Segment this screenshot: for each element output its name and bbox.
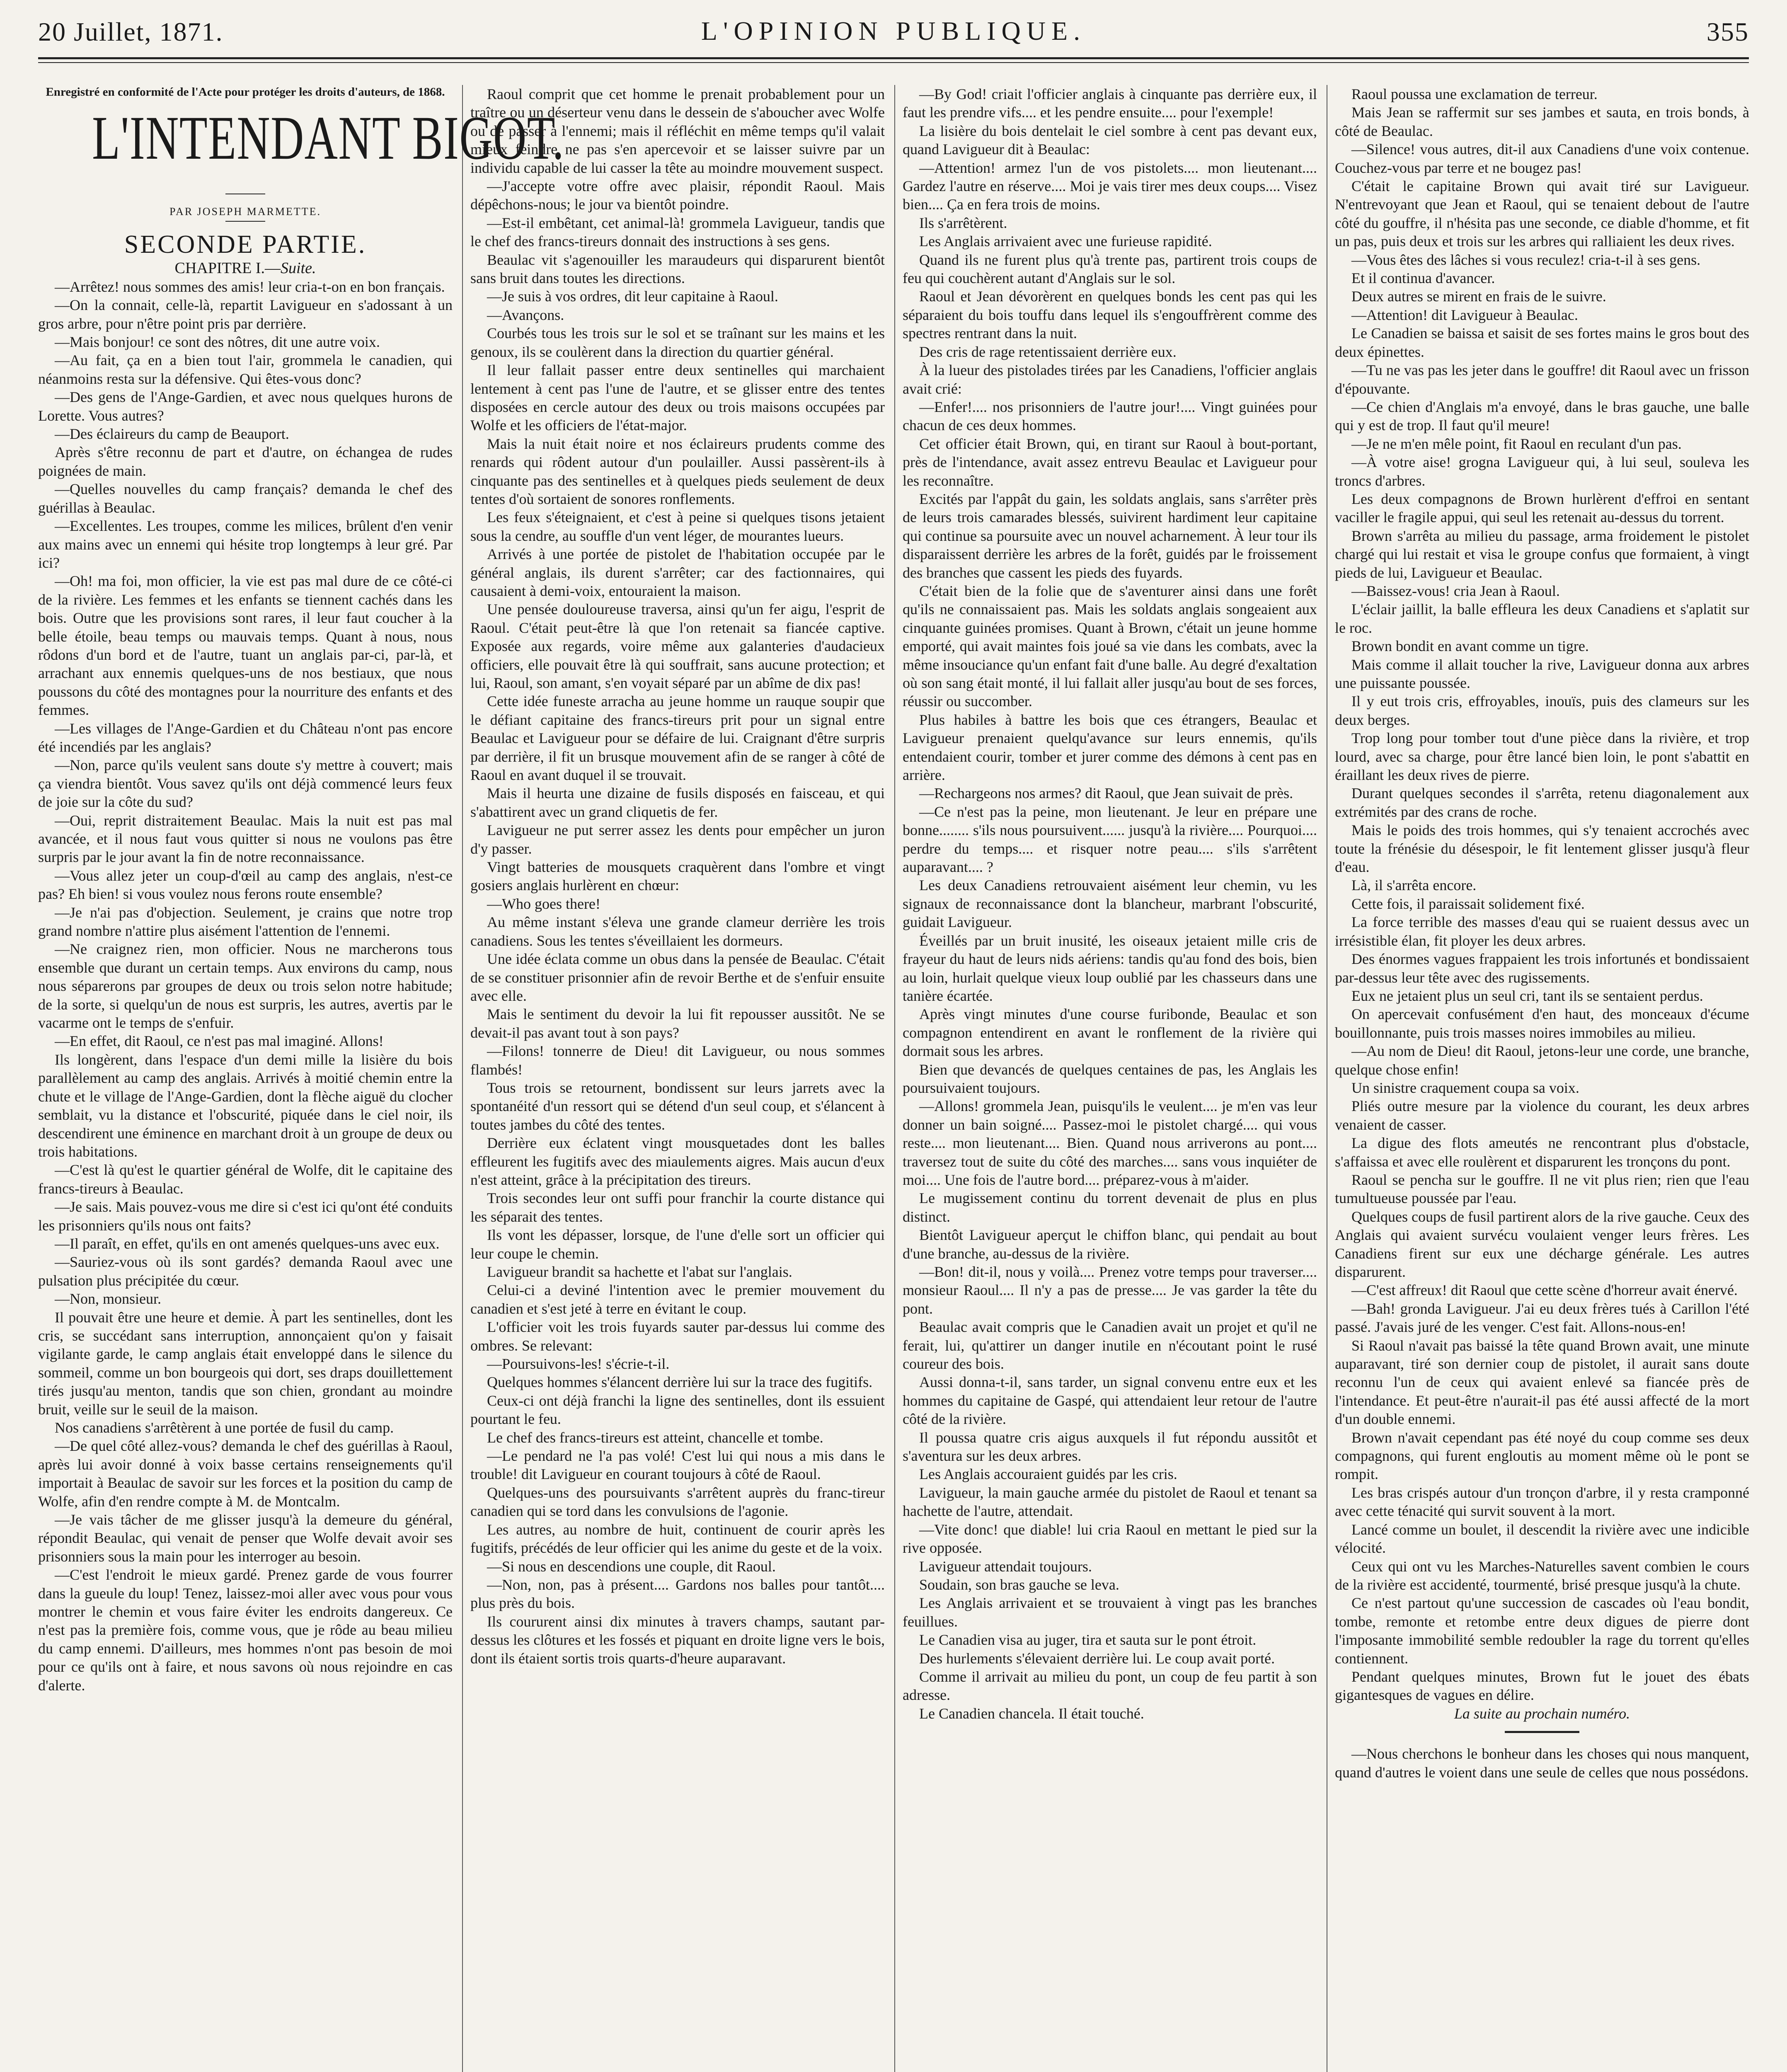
paragraph: —Je n'ai pas d'objection. Seulement, je crains que notre trop grand nombre n'attire plus aisément l'attention de l'ennemi. bbox=[38, 904, 453, 939]
paragraph: Des énormes vagues frappaient les trois infortunés et bondissaient par-dessus leur tête avec des rugissements. bbox=[1335, 951, 1749, 986]
paragraph: —Enfer!.... nos prisonniers de l'autre jour!.... Vingt guinées pour chacun de ces deux hommes. bbox=[903, 398, 1317, 434]
continued-note: La suite au prochain numéro. bbox=[1454, 1705, 1630, 1722]
paragraph: Pliés outre mesure par la violence du courant, les deux arbres venaient de casser. bbox=[1335, 1098, 1749, 1133]
paragraph: Trop long pour tomber tout d'une pièce dans la rivière, et trop lourd, avec sa charge, pour être lancé bien loin, le pont s'abattit en éraillant les deux rives de pierre. bbox=[1335, 730, 1749, 784]
paragraph: Tous trois se retournent, bondissent sur leurs jarrets avec la spontanéité d'un ressort qui se détend d'un seul coup, et s'élancent à toutes jambes du côté des tentes. bbox=[470, 1079, 885, 1133]
paragraph: —By God! criait l'officier anglais à cinquante pas derrière eux, il faut les prendre vifs.... et les pendre ensuite.... pour l'exemple! bbox=[903, 86, 1317, 121]
paragraph: —Who goes there! bbox=[487, 895, 601, 912]
paragraph: Quelques coups de fusil partirent alors de la rive gauche. Ceux des Anglais qui avaient survécu voulaient venger leurs frères. Les Canadiens firent sur eux une décharge générale. Les autres disparurent. bbox=[1335, 1208, 1749, 1280]
paragraph: Des cris de rage retentissaient derrière eux. bbox=[919, 343, 1177, 360]
column-body bbox=[38, 278, 453, 1694]
paragraph: —Ce chien d'Anglais m'a envoyé, dans le bras gauche, une balle qui y est de trop. Il faut qu'il meure! bbox=[1335, 398, 1749, 434]
paragraph: Après s'être reconnu de part et d'autre, on échangea de rudes poignées de main. bbox=[38, 444, 453, 479]
paragraph: —Oh! ma foi, mon officier, la vie est pas mal dure de ce côté-ci de la rivière. Les femmes et les enfants se tiennent cachés dans les bois. Outre que les provisions sont rares, il leur faut coucher à la belle étoile, beau temps ou mauvais temps. Quant à nous, nous rôdons d'un bord et de l'autre, tuant un anglais par-ci, par-là, et arrachant aux ennemis quelques-uns de nos bestiaux, que nous poussons du côté des montagnes pour la nourriture des enfants et des femmes. bbox=[38, 573, 453, 719]
paragraph: Les autres, au nombre de huit, continuent de courir après les fugitifs, précédés de leur officier qui les anime du geste et de la voix. bbox=[470, 1521, 885, 1556]
paragraph: Pendant quelques minutes, Brown fut le jouet des ébats gigantesques de vagues en délire. bbox=[1335, 1668, 1749, 1704]
paragraph: Le mugissement continu du torrent devenait de plus en plus distinct. bbox=[903, 1190, 1317, 1225]
paragraph: —Est-il embêtant, cet animal-là! grommela Lavigueur, tandis que le chef des francs-tireurs donnait des instructions à ses gens. bbox=[470, 214, 885, 250]
text-column-4 bbox=[1335, 85, 1749, 2072]
paragraph: Brown s'arrêta au milieu du passage, arma froidement le pistolet chargé qui lui restait et visa le groupe confus que formaient, à vingt pieds de lui, Lavigueur et Beaulac. bbox=[1335, 527, 1749, 581]
paragraph: Lavigueur brandit sa hachette et l'abat sur l'anglais. bbox=[487, 1264, 792, 1280]
paragraph: Le chef des francs-tireurs est atteint, chancelle et tombe. bbox=[487, 1429, 823, 1446]
paragraph: Trois secondes leur ont suffi pour franchir la courte distance qui les séparait des tentes. bbox=[470, 1190, 885, 1225]
chapter-suite: Suite. bbox=[280, 259, 316, 277]
paragraph: Ils s'arrêtèrent. bbox=[919, 214, 1007, 231]
paragraph: —Mais bonjour! ce sont des nôtres, dit une autre voix. bbox=[55, 334, 380, 351]
paragraph: Mais la nuit était noire et nos éclaireurs prudents comme des renards qui rôdent autour d'un poulailler. Aussi passèrent-ils à cinquante pas des sentinelles et à quelques pieds seulement de deux tentes d'où sortaient de sonores ronflements. bbox=[470, 435, 885, 507]
paragraph: Des hurlements s'élevaient derrière lui. Le coup avait porté. bbox=[919, 1650, 1275, 1667]
paragraph: —Je ne m'en mêle point, fit Raoul en reculant d'un pas. bbox=[1351, 435, 1682, 452]
paragraph: —Oui, reprit distraitement Beaulac. Mais la nuit est pas mal avancée, et il nous faut vous quitter si nous ne voulons pas être surpris par le jour avant la fin de notre reconnaissance. bbox=[38, 812, 453, 866]
paragraph: —Silence! vous autres, dit-il aux Canadiens d'une voix contenue. Couchez-vous par terre et ne bougez pas! bbox=[1335, 141, 1749, 176]
masthead-rule bbox=[38, 57, 1749, 59]
paragraph: Il pouvait être une heure et demie. À part les sentinelles, dont les cris, se succédant sans interruption, annonçaient qu'on y faisait vigilante garde, le camp anglais était enveloppé dans le silence du sommeil, comme un bon bourgeois qui dort, ses draps douillettement tirés jusqu'au menton, tandis que son chien, grondant au moindre bruit, veille sur le seuil de la maison. bbox=[38, 1309, 453, 1418]
paragraph: —Quelles nouvelles du camp français? demanda le chef des guérillas à Beaulac. bbox=[38, 481, 453, 516]
paragraph: —Vous allez jeter un coup-d'œil au camp des anglais, n'est-ce pas? Eh bien! si vous voulez nous ferons route ensemble? bbox=[38, 867, 453, 903]
paragraph: Il leur fallait passer entre deux sentinelles qui marchaient lentement à cent pas l'une de l'autre, et se glisser entre des tentes disposées en cercle autour des deux ou trois maisons occupées par Wolfe et les officiers de l'état-major. bbox=[470, 362, 885, 434]
paragraph: Raoul se pencha sur le gouffre. Il ne vit plus rien; rien que l'eau tumultueuse poussée par l'eau. bbox=[1335, 1171, 1749, 1207]
author-byline: PAR JOSEPH MARMETTE. bbox=[169, 206, 322, 218]
paragraph: Raoul et Jean dévorèrent en quelques bonds les cent pas qui les séparaient du bois touffu dans lequel ils s'engouffrèrent comme des spectres rentrant dans la nuit. bbox=[903, 288, 1317, 342]
paragraph: La digue des flots ameutés ne rencontrant plus d'obstacle, s'affaissa et avec elle roulèrent et disparurent les tronçons du pont. bbox=[1335, 1135, 1749, 1170]
part-heading: SECONDE PARTIE. bbox=[124, 230, 367, 259]
paragraph: L'officier voit les trois fuyards sauter par-dessus lui comme des ombres. Se relevant: bbox=[470, 1319, 885, 1354]
paragraph: —Le pendard ne l'a pas volé! C'est lui qui nous a mis dans le trouble! dit Lavigueur en courant toujours à côté de Raoul. bbox=[470, 1447, 885, 1483]
paragraph: —C'est là qu'est le quartier général de Wolfe, dit le capitaine des francs-tireurs à Beaulac. bbox=[38, 1162, 453, 1197]
paragraph: —Non, parce qu'ils veulent sans doute s'y mettre à couvert; mais ça viendra bientôt. Vous savez qu'ils ont déjà commencé leurs feux de joie sur la côte du sud? bbox=[38, 757, 453, 811]
paragraph: Les Anglais arrivaient avec une furieuse rapidité. bbox=[919, 233, 1212, 250]
masthead bbox=[38, 12, 1749, 58]
copyright-notice: Enregistré en conformité de l'Acte pour protéger les droits d'auteurs, de 1868. bbox=[46, 85, 445, 99]
paragraph: Brown bondit en avant comme un tigre. bbox=[1351, 638, 1589, 655]
paragraph: Le Canadien visa au juger, tira et sauta sur le pont étroit. bbox=[919, 1631, 1257, 1648]
paragraph: —C'est l'endroit le mieux gardé. Prenez garde de vous fourrer dans la gueule du loup! Tenez, laissez-moi aller avec vous pour vous montrer le chemin et vous faire éviter les endroits dangereux. Ce n'est pas la première fois, comme vous, que je rôde au beau milieu du camp ennemi. D'ailleurs, mes hommes n'ont pas besoin de moi pour ce qu'ils ont à faire, et nous savons où nous rejoindre en cas d'alerte. bbox=[38, 1566, 453, 1694]
paragraph: On apercevait confusément d'en haut, des monceaux d'écume bouillonnante, puis trois masses noires immobiles au milieu. bbox=[1335, 1006, 1749, 1041]
paragraph: La lisière du bois dentelait le ciel sombre à cent pas devant eux, quand Lavigueur dit à Beaulac: bbox=[903, 122, 1317, 158]
paragraph: —Si nous en descendions une couple, dit Raoul. bbox=[487, 1558, 776, 1575]
paragraph: Cette fois, il paraissait solidement fixé. bbox=[1351, 895, 1585, 912]
paragraph: —Attention! dit Lavigueur à Beaulac. bbox=[1351, 306, 1578, 323]
paragraph: —J'accepte votre offre avec plaisir, répondit Raoul. Mais dépêchons-nous; le jour va bientôt poindre. bbox=[470, 178, 885, 213]
paragraph: Bien que devancés de quelques centaines de pas, les Anglais les poursuivaient toujours. bbox=[903, 1061, 1317, 1096]
paragraph: —Filons! tonnerre de Dieu! dit Lavigueur, ou nous sommes flambés! bbox=[470, 1043, 885, 1078]
end-rule bbox=[1505, 1731, 1579, 1733]
paragraph: Il y eut trois cris, effroyables, inouïs, puis des clameurs sur les deux berges. bbox=[1335, 693, 1749, 728]
paragraph: Là, il s'arrêta encore. bbox=[1351, 877, 1477, 894]
paragraph: Brown n'avait cependant pas été noyé du coup comme ses deux compagnons, qui furent engloutis au moment même où le pont se rompit. bbox=[1335, 1429, 1749, 1483]
paragraph: —Tu ne vas pas les jeter dans le gouffre! dit Raoul avec un frisson d'épouvante. bbox=[1335, 362, 1749, 397]
paragraph: —Il paraît, en effet, qu'ils en ont amenés quelques-uns avec eux. bbox=[55, 1235, 440, 1252]
closing-paragraph: —Nous cherchons le bonheur dans les choses qui nous manquent, quand d'autres le voient dans une seule de celles que nous possédons. bbox=[1335, 1745, 1749, 1781]
paragraph: Aussi donna-t-il, sans tarder, un signal convenu entre eux et les hommes du capitaine de Gaspé, qui attendaient leur retour de l'autre côté de la rivière. bbox=[903, 1374, 1317, 1428]
paragraph: Vingt batteries de mousquets craquèrent dans l'ombre et vingt gosiers anglais hurlèrent en chœur: bbox=[470, 859, 885, 894]
paragraph: —Avançons. bbox=[487, 306, 564, 323]
paragraph: À la lueur des pistolades tirées par les Canadiens, l'officier anglais avait crié: bbox=[903, 362, 1317, 397]
paragraph: Excités par l'appât du gain, les soldats anglais, sans s'arrêter près de leurs trois camarades blessés, suivirent hardiment leur capitaine qui continue sa poursuite avec un nouvel acharnement. À leur tour ils disparaissent derrière les arbres de la forêt, guidés par le froissement des branches que cassent les pieds des fuyards. bbox=[903, 490, 1317, 581]
paragraph: Plus habiles à battre les bois que ces étrangers, Beaulac et Lavigueur prenaient quelqu'avance sur leurs ennemis, qu'ils entendaient courir, tomber et jurer comme des démons à cent pas en arrière. bbox=[903, 711, 1317, 784]
paragraph: Celui-ci a deviné l'intention avec le premier mouvement du canadien et s'est jeté à terre en évitant le coup. bbox=[470, 1282, 885, 1317]
paragraph: Et il continua d'avancer. bbox=[1351, 270, 1495, 287]
paragraph: Beaulac avait compris que le Canadien avait un projet et qu'il ne ferait, lui, qu'attirer un danger inutile en n'écoutant point le rusé coureur des bois. bbox=[903, 1319, 1317, 1372]
paragraph: —Vite donc! que diable! lui cria Raoul en mettant le pied sur la rive opposée. bbox=[903, 1521, 1317, 1556]
column-body bbox=[903, 85, 1317, 1723]
paragraph: Les Anglais accouraient guidés par les cris. bbox=[919, 1466, 1177, 1483]
paragraph: —En effet, dit Raoul, ce n'est pas mal imaginé. Allons! bbox=[55, 1033, 384, 1050]
paragraph: Quand ils ne furent plus qu'à trente pas, partirent trois coups de feu qui couchèrent autant d'Anglais sur le sol. bbox=[903, 251, 1317, 287]
paragraph: Si Raoul n'avait pas baissé la tête quand Brown avait, une minute auparavant, tiré son dernier coup de pistolet, il aurait sans doute reconnu l'un de ceux qui avaient enlevé sa fiancée près de l'intendance. Et peut-être n'aurait-il pas été aussi affecté de la mort d'un double ennemi. bbox=[1335, 1337, 1749, 1428]
paragraph: Comme il arrivait au milieu du pont, un coup de feu partit à son adresse. bbox=[903, 1668, 1317, 1704]
paragraph: —Les villages de l'Ange-Gardien et du Château n'ont pas encore été incendiés par les anglais? bbox=[38, 720, 453, 755]
paragraph: —Poursuivons-les! s'écrie-t-il. bbox=[487, 1356, 670, 1372]
paragraph: Arrivés à une portée de pistolet de l'habitation occupée par le général anglais, ils durent s'arrêter; car des factionnaires, qui causaient à demi-voix, entouraient la maison. bbox=[470, 546, 885, 599]
paragraph: —On la connait, celle-là, repartit Lavigueur en s'adossant à un gros arbre, pour n'être point pris par derrière. bbox=[38, 297, 453, 332]
paragraph: Éveillés par un bruit inusité, les oiseaux jetaient mille cris de frayeur du haut de leurs nids aériens: tandis qu'au fond des bois, bien au loin, hurlait quelque vieux loup oublié par les chasseurs dans une tanière écartée. bbox=[903, 932, 1317, 1004]
paragraph: Soudain, son bras gauche se leva. bbox=[919, 1576, 1119, 1593]
paragraph: —Ce n'est pas la peine, mon lieutenant. Je leur en prépare une bonne........ s'ils nous poursuivent...... jusqu'à la rivière.... Pourquoi.... perdre du temps.... et risquer notre peau.... s'ils s'arrêtent auparavant.... ? bbox=[903, 803, 1317, 876]
paragraph: —Non, monsieur. bbox=[55, 1290, 161, 1307]
paragraph: Ceux-ci ont déjà franchi la ligne des sentinelles, dont ils essuient pourtant le feu. bbox=[470, 1392, 885, 1428]
paragraph: Les Anglais arrivaient et se trouvaient à vingt pas les branches feuillues. bbox=[903, 1595, 1317, 1630]
paragraph: Les feux s'éteignaient, et c'est à peine si quelques tisons jetaient sous la cendre, au souffle d'un vent léger, de mourantes lueurs. bbox=[470, 509, 885, 544]
paragraph: Mais comme il allait toucher la rive, Lavigueur donna aux arbres une puissante poussée. bbox=[1335, 656, 1749, 691]
paragraph: Lavigueur ne put serrer assez les dents pour empêcher un juron d'y passer. bbox=[470, 822, 885, 857]
paragraph: —Au fait, ça en a bien tout l'air, grommela le canadien, qui néanmoins resta sur la défensive. Qui êtes-vous donc? bbox=[38, 352, 453, 387]
paragraph: —À votre aise! grogna Lavigueur qui, à lui seul, souleva les troncs d'arbres. bbox=[1335, 454, 1749, 489]
paragraph: Mais il heurta une dizaine de fusils disposés en faisceau, et qui s'abattirent avec un grand cliquetis de fer. bbox=[470, 785, 885, 820]
paragraph: Quelques-uns des poursuivants s'arrêtent auprès du franc-tireur canadien qui se tord dans les convulsions de l'agonie. bbox=[470, 1484, 885, 1520]
paragraph: Après vingt minutes d'une course furibonde, Beaulac et son compagnon entendirent en avant le ronflement de la rivière qui dormait sous les arbres. bbox=[903, 1006, 1317, 1060]
paragraph: Mais Jean se raffermit sur ses jambes et sauta, en trois bonds, à côté de Beaulac. bbox=[1335, 104, 1749, 139]
paragraph: Beaulac vit s'agenouiller les maraudeurs qui disparurent bientôt sans bruit dans toutes les directions. bbox=[470, 251, 885, 287]
paragraph: Ils coururent ainsi dix minutes à travers champs, sautant par-dessus les clôtures et les fossés et piquant en droite ligne vers le bois, dont ils étaient sortis trois quarts-d'heure auparavant. bbox=[470, 1613, 885, 1667]
paragraph: Le Canadien chancela. Il était touché. bbox=[919, 1705, 1144, 1722]
column-divider bbox=[894, 85, 895, 2072]
paragraph: Les deux compagnons de Brown hurlèrent d'effroi en sentant vaciller le fragile appui, qui seul les retenait au-dessus du torrent. bbox=[1335, 490, 1749, 526]
issue-date: 20 Juillet, 1871. bbox=[38, 17, 223, 46]
feuilleton-title: L'INTENDANT BIGOT. bbox=[92, 104, 565, 172]
paragraph: —Des éclaireurs du camp de Beauport. bbox=[55, 426, 289, 443]
paragraph: Une idée éclata comme un obus dans la pensée de Beaulac. C'était de se constituer prisonnier afin de revoir Berthe et de s'enfuir ensuite avec elle. bbox=[470, 951, 885, 1004]
paragraph: Les deux Canadiens retrouvaient aisément leur chemin, vu les signaux de reconnaissance dont la blancheur, marbrant l'obscurité, guidait Lavigueur. bbox=[903, 877, 1317, 931]
paragraph: —Au nom de Dieu! dit Raoul, jetons-leur une corde, une branche, quelque chose enfin! bbox=[1335, 1043, 1749, 1078]
paragraph: Une pensée douloureuse traversa, ainsi qu'un fer aigu, l'esprit de Raoul. C'était peut-être là que l'on retenait sa fiancée captive. Exposée aux regards, voire même aux galanteries d'audacieux officiers, elle pouvait être là qui souffrait, sans aucune protection; et lui, Raoul, son amant, s'en voyait séparé par un abîme de dix pas! bbox=[470, 601, 885, 691]
paragraph: —Attention! armez l'un de vos pistolets.... mon lieutenant.... Gardez l'autre en réserve.... Moi je vais tirer mes deux coups.... Visez bien.... Ça en fera trois de moins. bbox=[903, 159, 1317, 213]
byline-rule bbox=[225, 221, 265, 222]
paragraph: —Arrêtez! nous sommes des amis! leur cria-t-on en bon français. bbox=[55, 278, 445, 295]
paragraph: —Je suis à vos ordres, dit leur capitaine à Raoul. bbox=[487, 288, 778, 305]
paragraph: —Vous êtes des lâches si vous reculez! cria-t-il à ses gens. bbox=[1351, 251, 1701, 268]
chapter-label: CHAPITRE I.— bbox=[174, 259, 281, 277]
paragraph: Bientôt Lavigueur aperçut le chiffon blanc, qui pendait au bout d'une branche, au-dessus de la rivière. bbox=[903, 1227, 1317, 1262]
paragraph: C'était le capitaine Brown qui avait tiré sur Lavigueur. N'entrevoyant que Jean et Raoul, qui se tenaient debout de l'autre côté du gouffre, il n'hésita pas une seconde, ce diable d'homme, et fit un pas, puis deux et trois sur les arbres qui ralliaient les deux rives. bbox=[1335, 178, 1749, 250]
page-number: 355 bbox=[1707, 17, 1749, 46]
paragraph: Ils vont les dépasser, lorsque, de l'une d'elle sort un officier qui leur coupe le chemin. bbox=[470, 1227, 885, 1262]
paragraph: Mais le poids des trois hommes, qui s'y tenaient accrochés avec toute la frénésie du désespoir, le fit lentement glisser jusqu'à fleur d'eau. bbox=[1335, 822, 1749, 876]
text-column-3 bbox=[903, 85, 1317, 2072]
paragraph: C'était bien de la folie que de s'aventurer ainsi dans une forêt qu'ils ne connaissaient pas. Mais les soldats anglais songeaient aux cinquante guinées promises. Quant à Brown, c'était un jeune homme emporté, qui avait maintes fois joué sa vie dans les combats, avec la même insouciance qu'un enfant fait d'une balle. Au degré d'exaltation où son sang était monté, il lui fallait aller jusqu'au bout de ses forces, réussir ou succomber. bbox=[903, 582, 1317, 710]
paragraph: —C'est affreux! dit Raoul que cette scène d'horreur avait énervé. bbox=[1351, 1282, 1738, 1299]
paragraph: Nos canadiens s'arrêtèrent à une portée de fusil du camp. bbox=[55, 1419, 394, 1436]
paragraph: —Bah! gronda Lavigueur. J'ai eu deux frères tués à Carillon l'été passé. J'avais juré de les venger. C'est fait. Allons-nous-en! bbox=[1335, 1300, 1749, 1336]
paragraph: Au même instant s'éleva une grande clameur derrière les trois canadiens. Sous les tentes s'éveillaient les dormeurs. bbox=[470, 914, 885, 949]
paragraph: —Excellentes. Les troupes, comme les milices, brûlent d'en venir aux mains avec un ennemi qui hésite trop longtemps à leur gré. Par ici? bbox=[38, 518, 453, 571]
paragraph: —Allons! grommela Jean, puisqu'ils le veulent.... je m'en vas leur donner un bain soigné.... Passez-moi le pistolet chargé.... qui vous reste.... mon lieutenant.... Bien. Quand nous arriverons au pont.... traversez tout de suite du côté des marches.... sans vous inquiéter de moi.... Une fois de l'autre bord.... préparez-vous à m'aider. bbox=[903, 1098, 1317, 1188]
paragraph: Mais le sentiment du devoir la lui fit repousser aussitôt. Ne se devait-il pas avant tout à son pays? bbox=[470, 1006, 885, 1041]
paragraph: Raoul poussa une exclamation de terreur. bbox=[1351, 86, 1598, 102]
paragraph: —Non, non, pas à présent.... Gardons nos balles pour tantôt.... plus près du bois. bbox=[470, 1576, 885, 1612]
masthead-rule-thin bbox=[38, 62, 1749, 63]
column-body bbox=[1335, 85, 1749, 1704]
paragraph: Raoul comprit que cet homme le prenait probablement pour un traître ou un déserteur venu dans le dessein de s'aboucher avec Wolfe ou de passer à l'ennemi; mais il réfléchit en même temps qu'il valait mieux feindre ne pas s'en apercevoir et se laisser suivre par un individu capable de lui casser la tête au moindre mouvement suspect. bbox=[470, 86, 885, 176]
paragraph: Lavigueur attendait toujours. bbox=[919, 1558, 1092, 1575]
paragraph: Les bras crispés autour d'un tronçon d'arbre, il y resta cramponné avec cette ténacité qui survit souvent à la mort. bbox=[1335, 1484, 1749, 1520]
paragraph: Ce n'est partout qu'une succession de cascades où l'eau bondit, tombe, remonte et retombe entre deux digues de pierre dont l'imposante immobilité semble redoubler la rage du torrent qu'elles contiennent. bbox=[1335, 1595, 1749, 1667]
paragraph: Un sinistre craquement coupa sa voix. bbox=[1351, 1079, 1579, 1096]
paragraph: Courbés tous les trois sur le sol et se traînant sur les mains et les genoux, ils se coulèrent dans la direction du quartier général. bbox=[470, 325, 885, 360]
paragraph: Derrière eux éclatent vingt mousquetades dont les balles effleurent les fugitifs avec des miaulements aigres. Mais aucun d'eux n'est atteint, grâce à la précipitation des tireurs. bbox=[470, 1135, 885, 1188]
paragraph: Lancé comme un boulet, il descendit la rivière avec une indicible vélocité. bbox=[1335, 1521, 1749, 1556]
column-divider bbox=[462, 85, 463, 2072]
paragraph: —Sauriez-vous où ils sont gardés? demanda Raoul avec une pulsation plus précipitée du cœur. bbox=[38, 1254, 453, 1289]
paragraph: —Des gens de l'Ange-Gardien, et avec nous quelques hurons de Lorette. Vous autres? bbox=[38, 389, 453, 424]
paragraph: —Bon! dit-il, nous y voilà.... Prenez votre temps pour traverser.... monsieur Raoul.... Il n'y a pas de presse.... Je vas garder la tête du pont. bbox=[903, 1264, 1317, 1317]
paragraph: Deux autres se mirent en frais de le suivre. bbox=[1351, 288, 1606, 305]
text-column-2 bbox=[470, 85, 885, 2072]
paragraph: Quelques hommes s'élancent derrière lui sur la trace des fugitifs. bbox=[487, 1374, 873, 1391]
paragraph: Il poussa quatre cris aigus auxquels il fut répondu aussitôt et s'aventura sur les deux arbres. bbox=[903, 1429, 1317, 1464]
paragraph: La force terrible des masses d'eau qui se ruaient dessus avec un irrésistible élan, fit ployer les deux arbres. bbox=[1335, 914, 1749, 949]
paragraph: —Rechargeons nos armes? dit Raoul, que Jean suivait de près. bbox=[919, 785, 1293, 802]
paragraph: Cette idée funeste arracha au jeune homme un rauque soupir que le défiant capitaine des francs-tireurs prit pour un signal entre Beaulac et Lavigueur pour se défaire de lui. Craignant d'être surpris par derrière, il fit un brusque mouvement afin de se ranger à côté de Raoul en avant duquel il se trouvait. bbox=[470, 693, 885, 784]
paragraph: Cet officier était Brown, qui, en tirant sur Raoul à bout-portant, près de l'intendance, avait assez entrevu Beaulac et Lavigueur pour les reconnaître. bbox=[903, 435, 1317, 489]
paragraph: L'éclair jaillit, la balle effleura les deux Canadiens et s'aplatit sur le roc. bbox=[1335, 601, 1749, 636]
paragraph: Ceux qui ont vu les Marches-Naturelles savent combien le cours de la rivière est accidenté, tourmenté, brisé presque jusqu'à la chute. bbox=[1335, 1558, 1749, 1593]
paragraph: —Je sais. Mais pouvez-vous me dire si c'est ici qu'ont été conduits les prisonniers qu'ils nous ont faits? bbox=[38, 1198, 453, 1234]
paragraph: Eux ne jetaient plus un seul cri, tant ils se sentaient perdus. bbox=[1351, 987, 1703, 1004]
paragraph: Durant quelques secondes il s'arrêta, retenu diagonalement aux extrémités par des crans de roche. bbox=[1335, 785, 1749, 820]
paragraph: —Ne craignez rien, mon officier. Nous ne marcherons tous ensemble que durant un certain temps. Aux environs du camp, nous nous séparerons par groupes de deux ou trois selon notre habitude; de la sorte, si quelqu'un de nous est surpris, les autres, avertis par le vacarme ont le temps de s'enfuir. bbox=[38, 941, 453, 1031]
column-body bbox=[470, 85, 885, 1668]
newspaper-title: L'OPINION PUBLIQUE. bbox=[701, 16, 1086, 46]
paragraph: Le Canadien se baissa et saisit de ses fortes mains le gros bout des deux épinettes. bbox=[1335, 325, 1749, 360]
paragraph: Lavigueur, la main gauche armée du pistolet de Raoul et tenant sa hachette de l'autre, attendait. bbox=[903, 1484, 1317, 1520]
paragraph: —Je vais tâcher de me glisser jusqu'à la demeure du général, répondit Beaulac, qui venait de penser que Wolfe devait avoir ses prisonniers sous la main pour les interroger au besoin. bbox=[38, 1511, 453, 1565]
paragraph: —De quel côté allez-vous? demanda le chef des guérillas à Raoul, après lui avoir donné à voix basse certains renseignements qu'il importait à Beaulac de savoir sur les forces et la position du camp de Wolfe, afin d'en rendre compte à M. de Montcalm. bbox=[38, 1438, 453, 1510]
paragraph: Ils longèrent, dans l'espace d'un demi mille la lisière du bois parallèlement au camp des anglais. Arrivés à moitié chemin entre la chute et le village de l'Ange-Gardien, dont la flèche aiguë du clocher semblait, vu la distance et l'obscurité, piquée dans le ciel noir, ils descendirent une éminence en marchant droit à un groupe de deux ou trois habitations. bbox=[38, 1051, 453, 1160]
paragraph: —Baissez-vous! cria Jean à Raoul. bbox=[1351, 582, 1560, 599]
chapter-heading bbox=[38, 259, 453, 277]
